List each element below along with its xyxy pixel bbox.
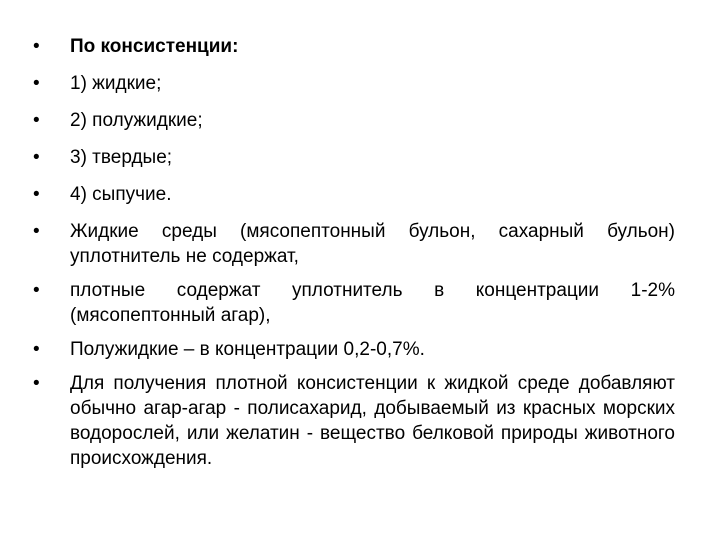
list-item-text: Полужидкие – в концентрации 0,2-0,7%. xyxy=(70,339,425,360)
bullet-list xyxy=(33,34,675,483)
list-item-semi-liquid-concentration xyxy=(33,337,675,362)
list-item-dense-media xyxy=(33,278,675,328)
bullet-icon: • xyxy=(33,221,40,242)
list-item-loose xyxy=(33,182,675,207)
list-item-solid xyxy=(33,145,675,170)
bullet-icon: • xyxy=(33,147,40,168)
bullet-icon: • xyxy=(33,73,40,94)
list-item-text: 2) полужидкие; xyxy=(70,110,203,131)
list-item-text: 4) сыпучие. xyxy=(70,184,172,205)
list-item-text: По консистенции: xyxy=(70,36,239,57)
bullet-icon: • xyxy=(33,280,40,301)
list-item-text: плотные содержат уплотнитель в концентрации 1-2% (мясопептонный агар), xyxy=(70,280,675,326)
bullet-icon: • xyxy=(33,184,40,205)
bullet-icon: • xyxy=(33,36,40,57)
list-item-text: 1) жидкие; xyxy=(70,73,162,94)
bullet-icon: • xyxy=(33,373,40,394)
list-item-text: 3) твердые; xyxy=(70,147,173,168)
list-item-agar-gelatin xyxy=(33,371,675,471)
list-item-semi-liquid xyxy=(33,108,675,133)
bullet-icon: • xyxy=(33,110,40,131)
bullet-icon: • xyxy=(33,339,40,360)
list-item-consistency-heading xyxy=(33,34,675,59)
list-item-liquid-media xyxy=(33,219,675,269)
list-item-text: Жидкие среды (мясопептонный бульон, сахарный бульон) уплотнитель не содержат, xyxy=(70,221,675,267)
list-item-liquid xyxy=(33,71,675,96)
list-item-text: Для получения плотной консистенции к жидкой среде добавляют обычно агар-агар - полисахарид, добываемый из красных морских водорослей, или желатин - вещество белковой природы животного происхождения. xyxy=(70,373,675,469)
